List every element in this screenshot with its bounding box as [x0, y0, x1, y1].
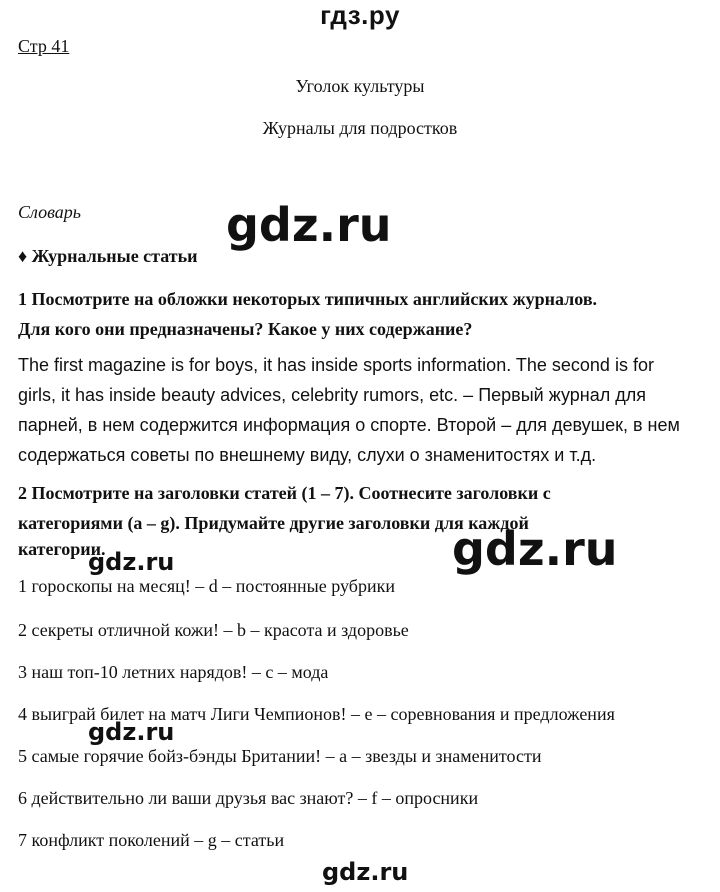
section-title: Уголок культуры — [295, 76, 425, 96]
watermark: gdz.ru — [322, 858, 409, 886]
list-item: 6 действительно ли ваши друзья вас знают? – f – опросники — [18, 788, 479, 808]
vocabulary-item: ♦ Журнальные статьи — [18, 246, 198, 266]
question-2-line-1: 2 Посмотрите на заголовки статей (1 – 7). Соотнесите заголовки с — [18, 483, 551, 503]
question-2-line-2: категориями (a – g). Придумайте другие заголовки для каждой — [18, 513, 529, 533]
page-number: Стр 41 — [18, 36, 70, 56]
site-header: гдз.ру — [320, 0, 400, 30]
question-2-line-3: категории. — [18, 539, 106, 559]
list-item: 3 наш топ-10 летних нарядов! – c – мода — [18, 662, 329, 682]
answer-1-line-3: парней, в нем содержится информация о спорте. Второй – для девушек, в нем — [18, 415, 680, 435]
question-1-line-2: Для кого они предназначены? Какое у них содержание? — [18, 319, 473, 339]
vocabulary-label: Словарь — [18, 202, 81, 222]
list-item: 7 конфликт поколений – g – статьи — [18, 830, 285, 850]
watermark: gdz.ru — [88, 718, 175, 746]
list-item: 1 гороскопы на месяц! – d – постоянные рубрики — [18, 576, 395, 596]
watermark: gdz.ru — [452, 522, 618, 576]
watermark: gdz.ru — [88, 548, 175, 576]
answer-1-line-4: содержаться советы по внешнему виду, слухи о знаменитостях и т.д. — [18, 445, 597, 465]
answer-1-line-1: The first magazine is for boys, it has inside sports information. The second is for — [18, 355, 654, 375]
question-1-line-1: 1 Посмотрите на обложки некоторых типичных английских журналов. — [18, 289, 598, 309]
answer-1-line-2: girls, it has inside beauty advices, celebrity rumors, etc. – Первый журнал для — [18, 385, 646, 405]
list-item: 4 выиграй билет на матч Лиги Чемпионов! – e – соревнования и предложения — [18, 704, 615, 724]
list-item: 2 секреты отличной кожи! – b – красота и здоровье — [18, 620, 409, 640]
watermark: gdz.ru — [226, 198, 392, 252]
list-item: 5 самые горячие бойз-бэнды Британии! – a – звезды и знаменитости — [18, 746, 542, 766]
page-subtitle: Журналы для подростков — [262, 118, 458, 138]
